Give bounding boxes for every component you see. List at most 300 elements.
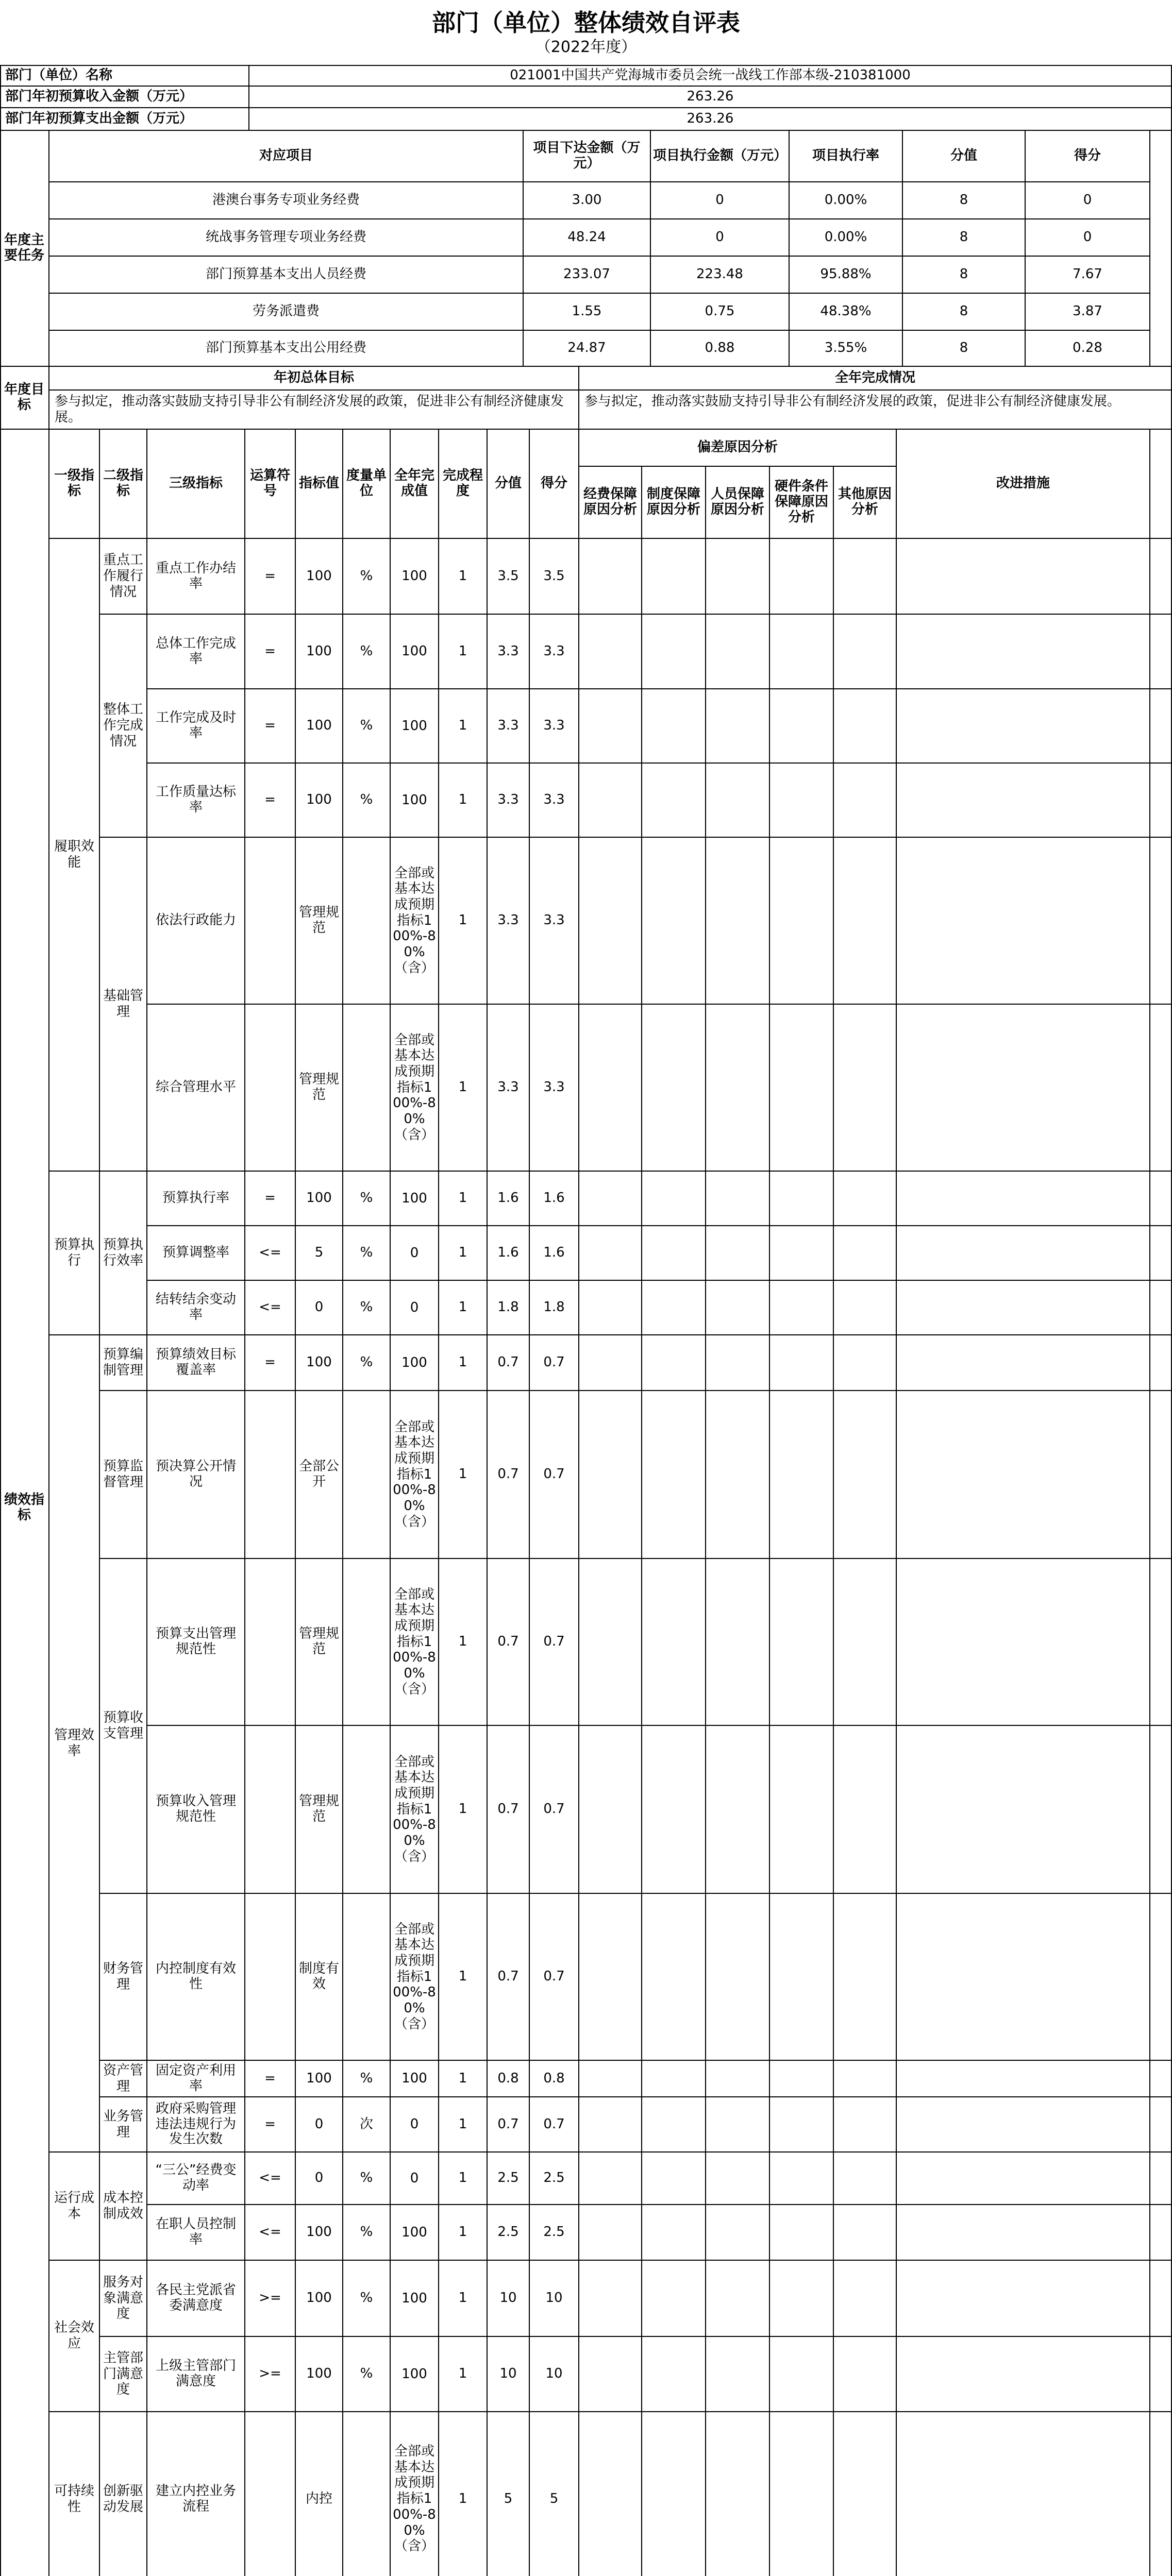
indicator-name: 总体工作完成率	[147, 615, 245, 689]
deviation-reason-cell	[770, 2337, 834, 2412]
deviation-reason-cell	[642, 764, 706, 838]
indicator-name: 预决算公开情况	[147, 1391, 245, 1559]
blank-cell	[1150, 1226, 1172, 1281]
indicator-target: 0	[296, 2153, 343, 2205]
indicator-target: 管理规范	[296, 1726, 343, 1894]
improve-cell	[897, 2412, 1150, 2576]
indicator-got: 0.7	[530, 1391, 579, 1559]
indicator-actual: 100	[391, 1172, 439, 1226]
deviation-reason-cell	[834, 539, 897, 615]
indicator-name: 预算绩效目标覆盖率	[147, 1335, 245, 1391]
indicator-operator: =	[245, 1335, 296, 1391]
deviation-reason-cell	[642, 1726, 706, 1894]
deviation-reason-cell	[706, 2153, 770, 2205]
deviation-reason-cell	[642, 2061, 706, 2097]
deviation-reason-cell	[706, 1726, 770, 1894]
indicator-target: 内控	[296, 2412, 343, 2576]
indicator-name: 综合管理水平	[147, 1005, 245, 1172]
indicator-actual: 100	[391, 539, 439, 615]
section-label-perf: 绩效指标	[0, 430, 49, 2576]
deviation-reason-cell	[706, 1226, 770, 1281]
task-value: 7.67	[1026, 257, 1150, 294]
deviation-reason-cell	[834, 2097, 897, 2153]
indicator-score: 3.5	[488, 539, 530, 615]
indicator-unit	[343, 1005, 391, 1172]
improve-cell	[897, 539, 1150, 615]
level2-cell: 预算收支管理	[100, 1559, 147, 1894]
indicator-name: 预算收入管理规范性	[147, 1726, 245, 1894]
deviation-reason-cell	[770, 2261, 834, 2337]
indicator-got: 0.7	[530, 1559, 579, 1726]
indicator-score: 5	[488, 2412, 530, 2576]
header-value: 263.26	[249, 87, 1172, 108]
indicator-operator: >=	[245, 2261, 296, 2337]
indicator-degree: 1	[439, 1226, 488, 1281]
indicator-degree: 1	[439, 2412, 488, 2576]
indicator-got: 1.6	[530, 1172, 579, 1226]
deviation-reason-cell	[834, 1005, 897, 1172]
indicator-score: 0.7	[488, 1559, 530, 1726]
task-name: 统战事务管理专项业务经费	[49, 219, 524, 257]
deviation-reason-cell	[706, 539, 770, 615]
indicator-name: 在职人员控制率	[147, 2205, 245, 2261]
level2-cell: 预算编制管理	[100, 1335, 147, 1391]
deviation-reason-cell	[706, 2337, 770, 2412]
indicator-degree: 1	[439, 838, 488, 1005]
improve-cell	[897, 1172, 1150, 1226]
blank-cell	[1150, 2153, 1172, 2205]
deviation-reason-cell	[642, 1172, 706, 1226]
task-header: 对应项目	[49, 131, 524, 182]
indicator-unit	[343, 1726, 391, 1894]
deviation-reason-cell	[642, 1894, 706, 2061]
deviation-reason-cell	[834, 1726, 897, 1894]
deviation-reason-cell	[706, 1005, 770, 1172]
deviation-reason-cell	[579, 838, 642, 1005]
header-label: 部门年初预算收入金额（万元）	[0, 87, 249, 108]
deviation-reason-cell	[579, 539, 642, 615]
blank-cell	[1150, 2337, 1172, 2412]
indicator-got: 3.5	[530, 539, 579, 615]
deviation-reason-cell	[706, 1172, 770, 1226]
blank-cell	[1150, 1005, 1172, 1172]
indicator-got: 1.6	[530, 1226, 579, 1281]
deviation-reason-cell	[770, 2097, 834, 2153]
task-header: 项目下达金额（万元）	[524, 131, 651, 182]
indicator-operator: <=	[245, 1281, 296, 1335]
deviation-reason-cell	[642, 689, 706, 764]
header-value: 263.26	[249, 108, 1172, 131]
level2-cell: 重点工作履行情况	[100, 539, 147, 615]
indicator-operator: <=	[245, 2205, 296, 2261]
indicator-got: 0.7	[530, 2097, 579, 2153]
level2-cell: 预算执行效率	[100, 1172, 147, 1335]
indicator-name: 政府采购管理违法违规行为发生次数	[147, 2097, 245, 2153]
deviation-reason-cell	[579, 689, 642, 764]
improve-cell	[897, 2205, 1150, 2261]
improve-cell	[897, 2261, 1150, 2337]
indicator-unit: %	[343, 2153, 391, 2205]
goals-initial-text: 参与拟定，推动落实鼓励支持引导非公有制经济发展的政策，促进非公有制经济健康发展。	[49, 391, 579, 430]
deviation-reason-cell	[770, 2153, 834, 2205]
indicator-degree: 1	[439, 2097, 488, 2153]
deviation-reason-cell	[642, 1391, 706, 1559]
header-deviation-reason: 制度保障原因分析	[642, 467, 706, 539]
indicator-actual: 全部或基本达成预期指标100%-80%（含）	[391, 2412, 439, 2576]
indicator-operator: =	[245, 539, 296, 615]
indicator-actual: 0	[391, 1226, 439, 1281]
deviation-reason-cell	[770, 2412, 834, 2576]
header-value: 021001中国共产党海城市委员会统一战线工作部本级-210381000	[249, 66, 1172, 87]
task-header: 项目执行金额（万元）	[651, 131, 790, 182]
blank-cell	[1150, 1172, 1172, 1226]
blank-cell	[1150, 1726, 1172, 1894]
task-value: 223.48	[651, 257, 790, 294]
task-value: 8	[903, 257, 1026, 294]
indicator-target: 全部公开	[296, 1391, 343, 1559]
task-header: 分值	[903, 131, 1026, 182]
task-name: 港澳台事务专项业务经费	[49, 182, 524, 219]
deviation-reason-cell	[770, 1726, 834, 1894]
indicator-degree: 1	[439, 1726, 488, 1894]
indicator-target: 0	[296, 2097, 343, 2153]
indicator-target: 100	[296, 2205, 343, 2261]
improve-cell	[897, 2337, 1150, 2412]
header-actual: 全年完成值	[391, 430, 439, 539]
indicator-actual: 100	[391, 615, 439, 689]
level2-cell: 基础管理	[100, 838, 147, 1172]
indicator-target: 100	[296, 2261, 343, 2337]
indicator-got: 1.8	[530, 1281, 579, 1335]
level2-cell: 服务对象满意度	[100, 2261, 147, 2337]
level1-cell: 履职效能	[49, 539, 100, 1172]
blank-cell	[1150, 2412, 1172, 2576]
level1-cell: 可持续性	[49, 2412, 100, 2576]
improve-cell	[897, 1005, 1150, 1172]
deviation-reason-cell	[770, 2061, 834, 2097]
improve-cell	[897, 1281, 1150, 1335]
deviation-reason-cell	[770, 1335, 834, 1391]
page-title: 部门（单位）整体绩效自评表	[432, 9, 740, 37]
task-value: 8	[903, 294, 1026, 331]
indicator-operator: =	[245, 764, 296, 838]
task-value: 8	[903, 331, 1026, 367]
blank-cell	[1150, 1894, 1172, 2061]
indicator-degree: 1	[439, 2261, 488, 2337]
indicator-name: 各民主党派省委满意度	[147, 2261, 245, 2337]
indicator-operator: <=	[245, 2153, 296, 2205]
header-deviation-reason: 硬件条件保障原因分析	[770, 467, 834, 539]
task-name: 劳务派遣费	[49, 294, 524, 331]
indicator-operator	[245, 1005, 296, 1172]
deviation-reason-cell	[642, 2205, 706, 2261]
header-operator: 运算符号	[245, 430, 296, 539]
blank-cell	[1150, 764, 1172, 838]
deviation-reason-cell	[770, 838, 834, 1005]
improve-cell	[897, 1559, 1150, 1726]
deviation-reason-cell	[834, 838, 897, 1005]
indicator-score: 1.6	[488, 1172, 530, 1226]
task-value: 0.00%	[790, 219, 903, 257]
deviation-reason-cell	[834, 764, 897, 838]
indicator-actual: 全部或基本达成预期指标100%-80%（含）	[391, 1005, 439, 1172]
header-got: 得分	[530, 430, 579, 539]
indicator-unit	[343, 1391, 391, 1559]
deviation-reason-cell	[706, 1281, 770, 1335]
indicator-actual: 0	[391, 1281, 439, 1335]
indicator-score: 0.7	[488, 1726, 530, 1894]
deviation-reason-cell	[579, 1172, 642, 1226]
deviation-reason-cell	[642, 1559, 706, 1726]
task-value: 0.00%	[790, 182, 903, 219]
indicator-actual: 100	[391, 2205, 439, 2261]
deviation-reason-cell	[579, 2412, 642, 2576]
level2-cell: 财务管理	[100, 1894, 147, 2061]
blank-cell	[1150, 2061, 1172, 2097]
deviation-reason-cell	[642, 2337, 706, 2412]
deviation-reason-cell	[579, 2097, 642, 2153]
task-value: 1.55	[524, 294, 651, 331]
improve-cell	[897, 2153, 1150, 2205]
improve-cell	[897, 2061, 1150, 2097]
deviation-reason-cell	[770, 764, 834, 838]
level2-cell: 业务管理	[100, 2097, 147, 2153]
indicator-actual: 100	[391, 2261, 439, 2337]
indicator-unit: %	[343, 689, 391, 764]
deviation-reason-cell	[834, 1894, 897, 2061]
task-value: 3.87	[1026, 294, 1150, 331]
indicator-score: 2.5	[488, 2153, 530, 2205]
indicator-name: 预算调整率	[147, 1226, 245, 1281]
task-value: 0.28	[1026, 331, 1150, 367]
indicator-unit: 次	[343, 2097, 391, 2153]
level2-cell: 资产管理	[100, 2061, 147, 2097]
deviation-reason-cell	[642, 1226, 706, 1281]
indicator-actual: 100	[391, 1335, 439, 1391]
header-deviation-reason: 人员保障原因分析	[706, 467, 770, 539]
indicator-score: 1.6	[488, 1226, 530, 1281]
header-blank	[1150, 430, 1172, 539]
goals-final-header: 全年完成情况	[579, 367, 1172, 391]
improve-cell	[897, 838, 1150, 1005]
indicator-score: 0.7	[488, 1335, 530, 1391]
deviation-reason-cell	[579, 764, 642, 838]
level1-cell: 管理效率	[49, 1335, 100, 2153]
indicator-actual: 全部或基本达成预期指标100%-80%（含）	[391, 1559, 439, 1726]
indicator-target: 100	[296, 1335, 343, 1391]
indicator-score: 3.3	[488, 764, 530, 838]
deviation-reason-cell	[770, 1005, 834, 1172]
indicator-name: 工作完成及时率	[147, 689, 245, 764]
header-degree: 完成程度	[439, 430, 488, 539]
indicator-target: 100	[296, 2061, 343, 2097]
indicator-got: 3.3	[530, 689, 579, 764]
section-label-tasks: 年度主要任务	[0, 131, 49, 367]
task-value: 0	[1026, 182, 1150, 219]
deviation-reason-cell	[834, 2153, 897, 2205]
deviation-reason-cell	[642, 2412, 706, 2576]
deviation-reason-cell	[706, 2205, 770, 2261]
improve-cell	[897, 1894, 1150, 2061]
indicator-actual: 全部或基本达成预期指标100%-80%（含）	[391, 1391, 439, 1559]
indicator-score: 2.5	[488, 2205, 530, 2261]
improve-cell	[897, 1226, 1150, 1281]
indicator-operator	[245, 1894, 296, 2061]
indicator-operator	[245, 2412, 296, 2576]
deviation-reason-cell	[706, 615, 770, 689]
level1-cell: 预算执行	[49, 1172, 100, 1335]
blank-cell	[1150, 1281, 1172, 1335]
header-deviation-reason: 其他原因分析	[834, 467, 897, 539]
indicator-operator: =	[245, 689, 296, 764]
indicator-degree: 1	[439, 1894, 488, 2061]
indicator-actual: 全部或基本达成预期指标100%-80%（含）	[391, 1894, 439, 2061]
indicator-operator	[245, 1559, 296, 1726]
task-value: 0	[1026, 219, 1150, 257]
indicator-name: 工作质量达标率	[147, 764, 245, 838]
deviation-reason-cell	[642, 2261, 706, 2337]
deviation-reason-cell	[834, 1559, 897, 1726]
indicator-unit: %	[343, 1226, 391, 1281]
indicator-unit	[343, 1894, 391, 2061]
indicator-unit	[343, 838, 391, 1005]
indicator-actual: 100	[391, 764, 439, 838]
task-value: 0.75	[651, 294, 790, 331]
deviation-reason-cell	[579, 1559, 642, 1726]
task-value: 3.55%	[790, 331, 903, 367]
indicator-got: 3.3	[530, 1005, 579, 1172]
deviation-reason-cell	[642, 1281, 706, 1335]
indicator-operator: =	[245, 615, 296, 689]
indicator-unit: %	[343, 2261, 391, 2337]
indicator-name: 上级主管部门满意度	[147, 2337, 245, 2412]
deviation-reason-cell	[834, 1281, 897, 1335]
indicator-score: 3.3	[488, 615, 530, 689]
header-level2: 二级指标	[100, 430, 147, 539]
indicator-name: 结转结余变动率	[147, 1281, 245, 1335]
indicator-name: 依法行政能力	[147, 838, 245, 1005]
indicator-score: 10	[488, 2337, 530, 2412]
improve-cell	[897, 615, 1150, 689]
deviation-reason-cell	[706, 1894, 770, 2061]
deviation-reason-cell	[770, 1172, 834, 1226]
deviation-reason-cell	[834, 1226, 897, 1281]
deviation-reason-cell	[770, 2205, 834, 2261]
task-value: 3.00	[524, 182, 651, 219]
page-subtitle: （2022年度）	[535, 38, 637, 56]
indicator-operator	[245, 1391, 296, 1559]
indicator-unit: %	[343, 2061, 391, 2097]
indicator-got: 10	[530, 2337, 579, 2412]
deviation-reason-cell	[834, 2412, 897, 2576]
indicator-got: 3.3	[530, 615, 579, 689]
indicator-degree: 1	[439, 1172, 488, 1226]
indicator-target: 100	[296, 615, 343, 689]
improve-cell	[897, 689, 1150, 764]
indicator-got: 0.7	[530, 1726, 579, 1894]
deviation-reason-cell	[579, 1005, 642, 1172]
indicator-score: 1.8	[488, 1281, 530, 1335]
deviation-reason-cell	[834, 2261, 897, 2337]
indicator-degree: 1	[439, 1391, 488, 1559]
level2-cell: 整体工作完成情况	[100, 615, 147, 838]
indicator-target: 100	[296, 689, 343, 764]
indicator-score: 0.7	[488, 1894, 530, 2061]
improve-cell	[897, 2097, 1150, 2153]
header-improve: 改进措施	[897, 430, 1150, 539]
deviation-reason-cell	[579, 1391, 642, 1559]
indicator-degree: 1	[439, 615, 488, 689]
deviation-reason-cell	[579, 1335, 642, 1391]
deviation-reason-cell	[834, 689, 897, 764]
indicator-name: 重点工作办结率	[147, 539, 245, 615]
deviation-reason-cell	[579, 1281, 642, 1335]
improve-cell	[897, 1335, 1150, 1391]
goals-final-text: 参与拟定，推动落实鼓励支持引导非公有制经济发展的政策，促进非公有制经济健康发展。	[579, 391, 1172, 430]
indicator-degree: 1	[439, 539, 488, 615]
goals-initial-header: 年初总体目标	[49, 367, 579, 391]
blank-cell	[1150, 689, 1172, 764]
blank-cell	[1150, 1559, 1172, 1726]
level1-cell: 运行成本	[49, 2153, 100, 2261]
header-label: 部门年初预算支出金额（万元）	[0, 108, 249, 131]
header-level1: 一级指标	[49, 430, 100, 539]
indicator-name: 预算执行率	[147, 1172, 245, 1226]
blank-cell	[1150, 2205, 1172, 2261]
deviation-reason-cell	[579, 615, 642, 689]
blank-cell	[1150, 838, 1172, 1005]
indicator-actual: 全部或基本达成预期指标100%-80%（含）	[391, 838, 439, 1005]
deviation-reason-cell	[579, 2205, 642, 2261]
deviation-reason-cell	[579, 1894, 642, 2061]
task-header: 项目执行率	[790, 131, 903, 182]
indicator-actual: 100	[391, 2337, 439, 2412]
deviation-reason-cell	[770, 1226, 834, 1281]
task-header: 得分	[1026, 131, 1150, 182]
deviation-reason-cell	[834, 1335, 897, 1391]
blank-cell	[1150, 2097, 1172, 2153]
blank-cell	[1150, 2261, 1172, 2337]
header-score: 分值	[488, 430, 530, 539]
section-label-goals: 年度目标	[0, 367, 49, 430]
improve-cell	[897, 1391, 1150, 1559]
indicator-operator: =	[245, 1172, 296, 1226]
indicator-degree: 1	[439, 1335, 488, 1391]
task-value: 8	[903, 182, 1026, 219]
indicator-unit: %	[343, 764, 391, 838]
task-name: 部门预算基本支出人员经费	[49, 257, 524, 294]
indicator-degree: 1	[439, 1281, 488, 1335]
indicator-actual: 全部或基本达成预期指标100%-80%（含）	[391, 1726, 439, 1894]
deviation-reason-cell	[642, 1335, 706, 1391]
improve-cell	[897, 764, 1150, 838]
indicator-operator	[245, 1726, 296, 1894]
task-value: 48.24	[524, 219, 651, 257]
level2-cell: 主管部门满意度	[100, 2337, 147, 2412]
indicator-unit: %	[343, 615, 391, 689]
indicator-score: 3.3	[488, 838, 530, 1005]
deviation-reason-cell	[579, 2337, 642, 2412]
indicator-actual: 100	[391, 2061, 439, 2097]
indicator-got: 0.8	[530, 2061, 579, 2097]
indicator-target: 5	[296, 1226, 343, 1281]
deviation-reason-cell	[770, 615, 834, 689]
indicator-got: 10	[530, 2261, 579, 2337]
deviation-reason-cell	[770, 539, 834, 615]
indicator-unit: %	[343, 1335, 391, 1391]
indicator-degree: 1	[439, 2153, 488, 2205]
indicator-target: 制度有效	[296, 1894, 343, 2061]
